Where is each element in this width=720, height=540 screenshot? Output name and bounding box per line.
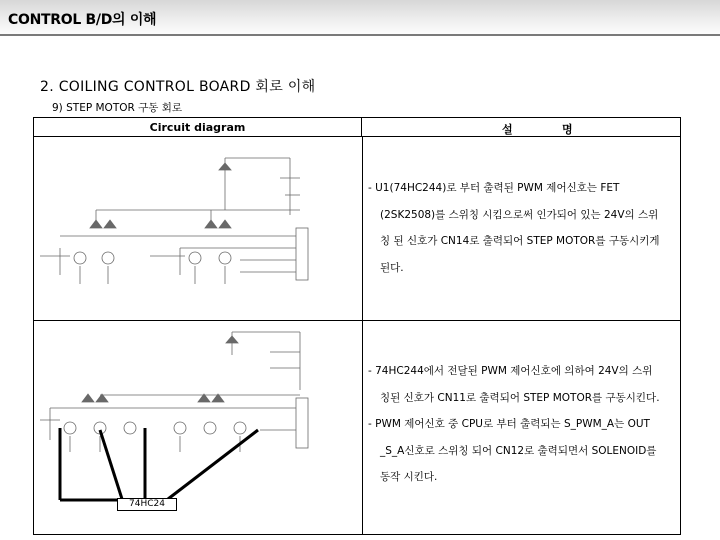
description-line: - U1(74HC244)로 부터 출력된 PWM 제어신호는 FET: [368, 182, 620, 194]
description-line: 칭 된 신호가 CN14로 출력되어 STEP MOTOR를 구동시키게: [380, 235, 660, 247]
description-line: 동작 시킨다.: [380, 471, 438, 483]
description-header-char-2: 명: [562, 123, 573, 136]
description-line: (2SK2508)를 스위칭 시킴으로써 인가되어 있는 24V의 스위: [380, 208, 659, 221]
description-header-char-1: 설: [502, 123, 513, 136]
section-title: 2. COILING CONTROL BOARD 회로 이해: [40, 79, 316, 95]
page-title: CONTROL B/D의 이해: [8, 12, 157, 28]
description-line: 칭된 신호가 CN11로 출력되어 STEP MOTOR를 구동시킨다.: [380, 391, 660, 404]
schematic-top: [40, 158, 308, 284]
schematic-bottom: [40, 332, 308, 452]
description-line: 된다.: [380, 261, 404, 274]
description-line: - 74HC244에서 전달된 PWM 제어신호에 의하여 24V의 스위: [368, 365, 653, 377]
subsection-title: 9) STEP MOTOR 구동 회로: [52, 102, 183, 114]
ic-74hc24-label: 74HC24: [117, 498, 177, 511]
description-line: - PWM 제어신호 중 CPU로 부터 출력되는 S_PWM_A는 OUT: [368, 418, 650, 430]
signal-arrows: [60, 428, 258, 500]
description-line: _S_A신호로 스위칭 되어 CN12로 출력되면서 SOLENOID를: [380, 444, 657, 457]
circuit-diagram-header-label: Circuit diagram: [149, 121, 246, 134]
